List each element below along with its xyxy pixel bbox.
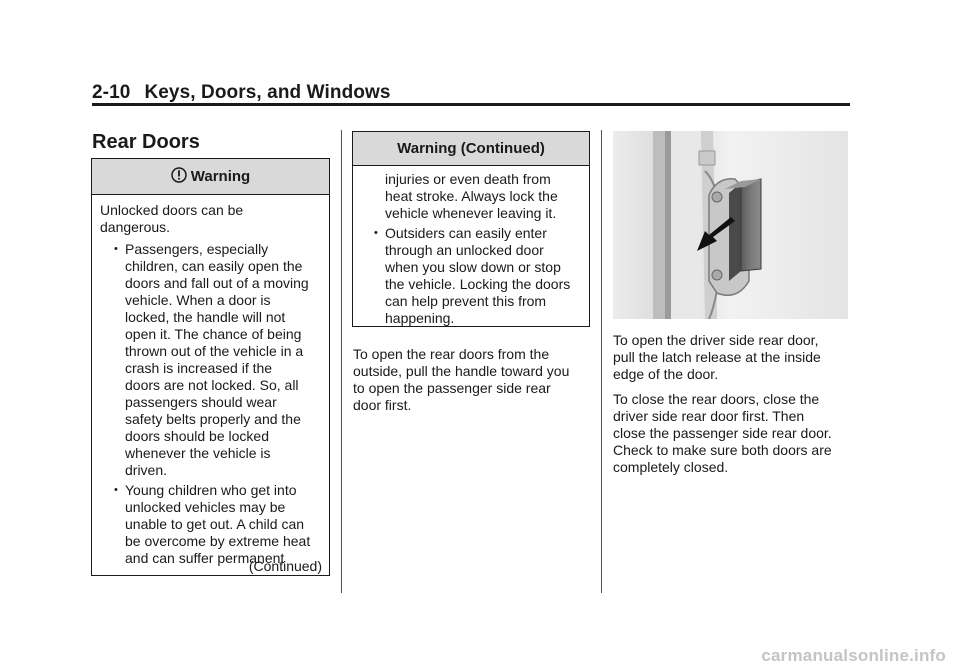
warning-continued-header: Warning (Continued): [353, 132, 589, 166]
continued-label: (Continued): [248, 558, 322, 574]
column-divider-2: [601, 130, 602, 593]
middle-paragraph: To open the rear doors from the outside, pull the handle toward you to open the passenger side rear door first.: [353, 346, 570, 413]
warning-continued-box: [352, 131, 590, 327]
page-header: [92, 82, 391, 104]
right-paragraph-1: To open the driver side rear door, pull the latch release at the inside edge of the door.: [613, 332, 821, 382]
warning-title: Warning: [190, 168, 251, 185]
warning-icon: [171, 167, 187, 183]
warning-header: [92, 159, 329, 195]
watermark: carmanualsonline.info: [761, 646, 946, 665]
warning-continued-bullet-1: Outsiders can easily enter through an unlocked door when you slow down or stop the vehicle. Locking the doors can help prevent this from happening.: [385, 225, 571, 326]
bullet-icon: •: [114, 243, 118, 255]
chapter-title: Keys, Doors, and Windows: [144, 82, 391, 103]
column-divider-1: [341, 130, 342, 593]
right-paragraph-2: To close the rear doors, close the driver side rear door first. Then close the passenger side rear door. Check to make sure both doors are completely closed.: [613, 391, 832, 475]
door-latch-illustration: [613, 131, 848, 319]
warning-bullet-2: Young children who get into unlocked vehicles may be unable to get out. A child can be overcome by extreme heat and can suffer permanent: [125, 482, 311, 566]
warning-continued-text: injuries or even death from heat stroke. Always lock the vehicle whenever leaving it.: [385, 171, 558, 221]
warning-box: [91, 158, 330, 576]
header-rule: [92, 103, 850, 106]
warning-bullet-1: Passengers, especially children, can easily open the doors and fall out of a moving vehicle. When a door is locked, the handle will not open it. The chance of being thrown out of the vehicle in a crash is increased if the doors are not locked. So, all passengers should wear safety belts properly and the doors should be locked whenever the vehicle is driven.: [125, 241, 309, 478]
warning-intro: Unlocked doors can be dangerous.: [100, 202, 244, 235]
page-number: 2-10: [92, 82, 131, 103]
section-title: Rear Doors: [92, 131, 200, 153]
bullet-icon: •: [114, 484, 118, 496]
bullet-icon: •: [374, 227, 378, 239]
right-column-text: [613, 332, 858, 476]
